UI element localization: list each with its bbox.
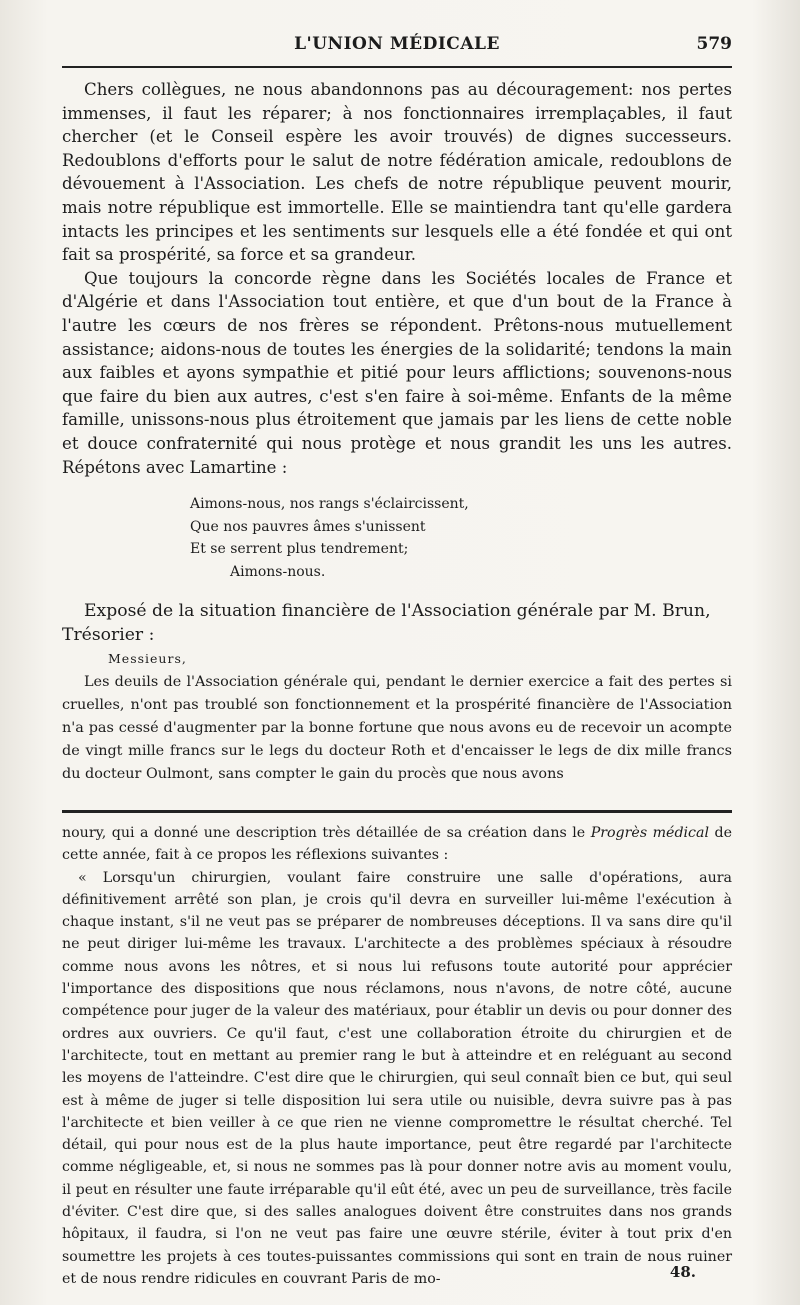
footnote-intro-text: de cette année, fait à ce propos les réflexions suivantes : xyxy=(62,825,732,864)
poem-line: Aimons-nous, nos rangs s'éclaircissent, xyxy=(190,496,469,513)
paragraph-concorde: Que toujours la concorde règne dans les Sociétés locales de France et d'Algérie et dans l'Association tout entière, et que d'un bout de la France à l'autre les cœurs de nos frères se répondent. Prêtons-nous mutuellement assistance; aidons-nous de toutes les énergies de la solidarité; tendons la main aux faibles et ayons sympathie et pitié pour leurs afflictions; souvenons-nous que faire du bien aux autres, c'est s'en faire à soi-même. Enfants de la même famille, unissons-nous plus étroitement que jamais par les liens de cette noble et douce confraternité qui nous protège et nous grandit les uns les autres. Répétons avec Lamartine : xyxy=(62,268,732,477)
page-number: 579 xyxy=(696,34,732,54)
main-text xyxy=(62,78,732,786)
footnote-rule xyxy=(62,810,732,813)
footnote xyxy=(62,822,732,1290)
page-header xyxy=(62,28,732,62)
paragraph-report: Les deuils de l'Association générale qui, pendant le dernier exercice a fait des pertes si cruelles, n'ont pas troublé son fonctionnement et la prospérité financière de l'Association n'a pas cessé d'augmenter par la bonne fortune que nous avons eu de recevoir un acompte de vingt mille francs sur le legs du docteur Roth et d'encaisser le legs de dix mille francs du docteur Oulmont, sans compter le gain du procès que nous avons xyxy=(62,673,732,782)
poem-line: Aimons-nous. xyxy=(230,563,326,580)
salutation: Messieurs, xyxy=(108,651,187,667)
running-title: L'UNION MÉDICALE xyxy=(294,34,500,54)
footnote-intro xyxy=(62,822,732,867)
signature-mark: 48. xyxy=(669,1263,696,1281)
poem-line: Que nos pauvres âmes s'unissent xyxy=(190,518,426,535)
paragraph-appeal: Chers collègues, ne nous abandonnons pas au découragement: nos pertes immenses, il faut les réparer; à nos fonctionnaires irremplaçables, il faut chercher (et le Conseil espère les avoir trouvés) de dignes successeurs. Redoublons d'efforts pour le salut de notre fédération amicale, redoublons de dévouement à l'Association. Les chefs de notre république peuvent mourir, mais notre république est immortelle. Elle se maintiendra tant qu'elle gardera intacts les principes et les sentiments sur lesquels elle a été fondée et qui ont fait sa prospérité, sa force et sa grandeur. xyxy=(62,80,732,265)
header-rule xyxy=(62,66,732,68)
lamartine-poem xyxy=(190,493,732,583)
section-heading-expose: Exposé de la situation financière de l'Association générale par M. Brun, Trésorier : xyxy=(62,601,711,646)
poem-line: Et se serrent plus tendrement; xyxy=(190,541,409,558)
journal-title: Progrès médical xyxy=(590,825,710,841)
footnote-intro-text: noury, qui a donné une description très détaillée de sa création dans le xyxy=(62,825,591,841)
footnote-quote: « Lorsqu'un chirurgien, voulant faire construire une salle d'opérations, aura définitivement arrêté son plan, je crois qu'il devra en surveiller lui-même l'exécution à chaque instant, s'il ne veut pas se préparer de nombreuses déceptions. Il va sans dire qu'il ne peut diriger lui-même les travaux. L'architecte a des problèmes spéciaux à résoudre comme nous avons les nôtres, et si nous lui refusons toute autorité pour apprécier l'importance des dispositions que nous réclamons, nous n'avons, de notre côté, aucune compétence pour juger de la valeur des matériaux, pour établir un devis ou pour donner des ordres aux ouvriers. Ce qu'il faut, c'est une collaboration étroite du chirurgien et de l'architecte, tout en mettant au premier rang le but à atteindre et en reléguant au second les moyens de l'atteindre. C'est dire que le chirurgien, qui seul connaît bien ce but, qui seul est à même de juger si telle disposition lui sera utile ou nuisible, devra suivre pas à pas l'architecte et bien veiller à ce que rien ne vienne compromettre le résultat cherché. Tel détail, qui pour nous est de la plus haute importance, peut être regardé par l'architecte comme négligeable, et, si nous ne sommes pas là pour donner notre avis au moment voulu, il peut en résulter une faute irréparable qu'il eût été, avec un peu de surveillance, très facile d'éviter. C'est dire que, si des salles analogues doivent être construites dans nos grands hôpitaux, il faudra, si l'on ne veut pas faire une œuvre stérile, éviter à tout prix d'en soumettre les projets à ces toutes-puissantes commissions qui sont en train de nous ruiner et de nous rendre ridicules en couvrant Paris de mo- xyxy=(62,869,732,1287)
